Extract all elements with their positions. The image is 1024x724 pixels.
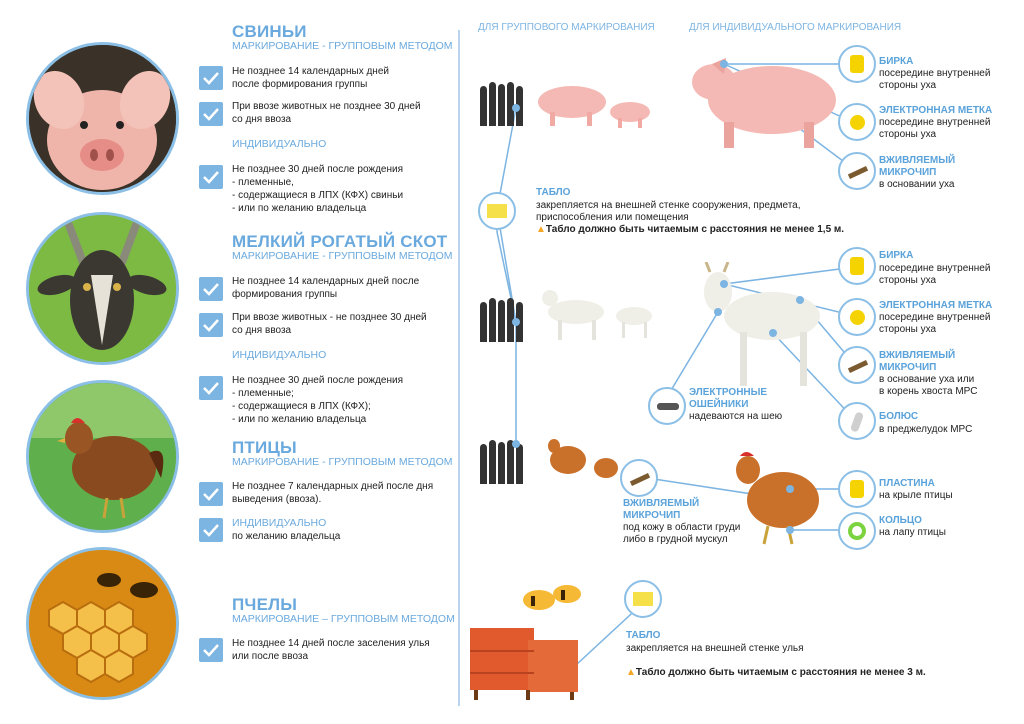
pig-tag-label: БИРКА	[879, 56, 914, 67]
goat-bolus-label: БОЛЮС	[879, 411, 919, 422]
connector-dot	[512, 318, 520, 326]
goats-title: МЕЛКИЙ РОГАТЫЙ СКОТ	[232, 232, 448, 251]
pig-chip-text: в основании уха	[879, 179, 955, 190]
bees-title: ПЧЕЛЫ	[232, 595, 298, 614]
board-warning: ▲Табло должно быть читаемым с расстояния не менее 1,5 м.	[536, 224, 845, 235]
goats-item-1: Не позднее 14 календарных дней после формирования группы	[232, 276, 420, 300]
beehive-illustration	[470, 628, 582, 700]
pig-etag-label: ЭЛЕКТРОННАЯ МЕТКА	[879, 105, 993, 116]
pig-tag-text: посередине внутренней стороны уха	[879, 68, 991, 91]
warning-icon: ▲	[626, 667, 636, 678]
individual-marking-heading: ДЛЯ ИНДИВИДУАЛЬНОГО МАРКИРОВАНИЯ	[689, 22, 902, 33]
goat-tag-label: БИРКА	[879, 250, 914, 261]
board-text: закрепляется на внешней стенке сооружения, предмета, приспособления или помещения	[536, 200, 801, 223]
connector-dot	[512, 440, 520, 448]
warning-icon: ▲	[536, 224, 546, 235]
goat-group-illustration	[536, 286, 662, 344]
goat-collar-text: надеваются на шею	[689, 411, 783, 422]
bolus-icon	[838, 402, 876, 440]
microchip-icon	[620, 459, 658, 497]
birds-individual-text: по желанию владельца	[232, 531, 341, 542]
bees-item-1: Не позднее 14 дней после заселения улья или после ввоза	[232, 638, 430, 662]
ear-tag-icon	[838, 247, 876, 285]
collar-icon	[648, 387, 686, 425]
microchip-icon	[838, 152, 876, 190]
electronic-tag-icon	[838, 298, 876, 336]
connector-dot	[796, 296, 804, 304]
connector-dot	[769, 329, 777, 337]
microchip-icon	[838, 346, 876, 384]
hive-board-label: ТАБЛО	[626, 630, 661, 641]
pig-etag-text: посередине внутренней стороны уха	[879, 117, 991, 140]
bird-ring-label: КОЛЬЦО	[879, 515, 922, 526]
bees-subtitle: МАРКИРОВАНИЕ – ГРУППОВЫМ МЕТОДОМ	[232, 613, 455, 625]
connector-dot	[720, 60, 728, 68]
birds-subtitle: МАРКИРОВАНИЕ - ГРУППОВЫМ МЕТОДОМ	[232, 456, 453, 468]
pig-chip-label: ВЖИВЛЯЕМЫЙ МИКРОЧИП	[879, 155, 956, 178]
group-marking-heading: ДЛЯ ГРУППОВОГО МАРКИРОВАНИЯ	[478, 22, 655, 33]
wing-plate-icon	[838, 470, 876, 508]
connector-dot	[786, 526, 794, 534]
connector-dot	[714, 308, 722, 316]
goats-individual-text: Не позднее 30 дней после рождения - племенные; - содержащиеся в ЛПХ (КФХ); - или по желанию владельца	[232, 375, 404, 425]
goats-individual-heading: ИНДИВИДУАЛЬНО	[232, 349, 327, 361]
goat-chip-text: в основание уха или в корень хвоста МРС	[879, 374, 978, 397]
goat-tag-text: посередине внутренней стороны уха	[879, 263, 991, 286]
ear-tag-icon	[838, 45, 876, 83]
pigs-title: СВИНЬИ	[232, 22, 307, 41]
bird-plate-text: на крыле птицы	[879, 490, 953, 501]
board-label: ТАБЛО	[536, 187, 571, 198]
birds-title: ПТИЦЫ	[232, 438, 297, 457]
bird-plate-label: ПЛАСТИНА	[879, 478, 935, 489]
hen-group-illustration	[542, 436, 622, 484]
pigs-individual-text: Не позднее 30 дней после рождения - племенные, - содержащиеся в ЛПХ (КФХ) свиньи - или по желанию владельца	[232, 164, 404, 214]
pigs-item-1: Не позднее 14 календарных дней после формирования группы	[232, 66, 389, 90]
connector-dot	[720, 280, 728, 288]
bird-ring-text: на лапу птицы	[879, 527, 946, 538]
hive-board-text: закрепляется на внешней стенке улья	[626, 643, 804, 654]
hen-illustration	[728, 448, 828, 548]
bird-chip-text: под кожу в области груди либо в грудной мускул	[623, 522, 741, 545]
board-icon	[624, 580, 662, 618]
goat-etag-text: посередине внутренней стороны уха	[879, 312, 991, 335]
goats-subtitle: МАРКИРОВАНИЕ - ГРУППОВЫМ МЕТОДОМ	[232, 250, 453, 262]
connector-dot	[786, 485, 794, 493]
pig-illustration	[684, 52, 844, 152]
goat-chip-label: ВЖИВЛЯЕМЫЙ МИКРОЧИП	[879, 350, 956, 373]
connector-dot	[512, 104, 520, 112]
pigs-individual-heading: ИНДИВИДУАЛЬНО	[232, 138, 327, 150]
birds-individual-heading: ИНДИВИДУАЛЬНО	[232, 517, 327, 529]
leg-ring-icon	[838, 512, 876, 550]
birds-item-1: Не позднее 7 календарных дней после дня выведения (ввоза).	[232, 481, 434, 505]
pig-group-illustration	[532, 80, 662, 130]
bird-chip-label: ВЖИВЛЯЕМЫЙ МИКРОЧИП	[623, 498, 700, 521]
bees-illustration	[517, 576, 589, 618]
goat-illustration	[688, 262, 828, 390]
goat-bolus-text: в преджелудок МРС	[879, 424, 973, 435]
pigs-item-2: При ввозе животных не позднее 30 дней со дня ввоза	[232, 101, 421, 125]
goat-collar-label: ЭЛЕКТРОННЫЕ ОШЕЙНИКИ	[689, 387, 768, 410]
pigs-subtitle: МАРКИРОВАНИЕ - ГРУППОВЫМ МЕТОДОМ	[232, 40, 453, 52]
electronic-tag-icon	[838, 103, 876, 141]
goat-etag-label: ЭЛЕКТРОННАЯ МЕТКА	[879, 300, 993, 311]
board-icon	[478, 192, 516, 230]
goats-item-2: При ввозе животных - не позднее 30 дней со дня ввоза	[232, 312, 427, 336]
hive-board-warning: ▲Табло должно быть читаемым с расстояния не менее 3 м.	[626, 667, 926, 678]
